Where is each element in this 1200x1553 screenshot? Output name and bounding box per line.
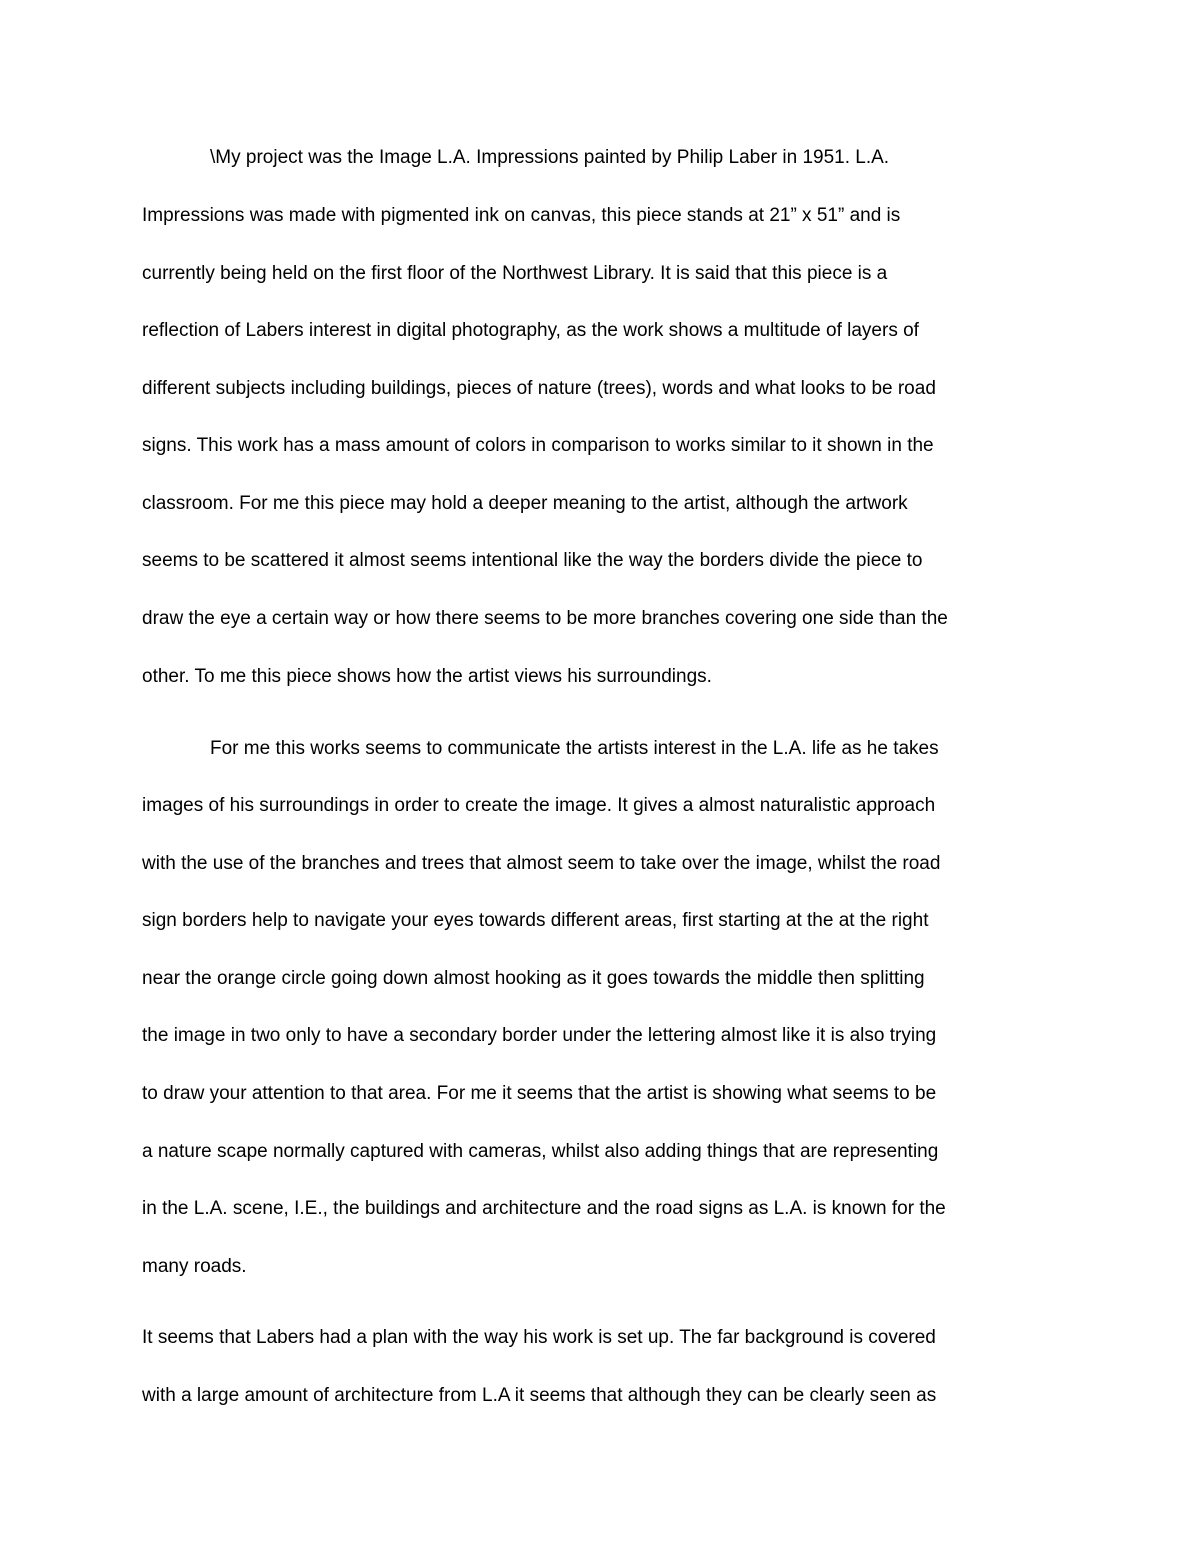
text-line: For me this works seems to communicate the artists interest in the L.A. life as he takes	[210, 738, 939, 759]
text-line: in the L.A. scene, I.E., the buildings and architecture and the road signs as L.A. is known for the	[142, 1198, 946, 1219]
text-line: a nature scape normally captured with cameras, whilst also adding things that are representing	[142, 1141, 939, 1162]
text-line: draw the eye a certain way or how there seems to be more branches covering one side than the	[142, 608, 948, 629]
text-line: reflection of Labers interest in digital photography, as the work shows a multitude of layers of	[142, 320, 919, 341]
text-line: seems to be scattered it almost seems intentional like the way the borders divide the piece to	[142, 550, 923, 571]
text-line: with the use of the branches and trees that almost seem to take over the image, whilst the road	[142, 853, 941, 874]
text-line: currently being held on the first floor of the Northwest Library. It is said that this piece is a	[142, 263, 888, 284]
text-line: near the orange circle going down almost hooking as it goes towards the middle then splitting	[142, 968, 925, 989]
text-line: Impressions was made with pigmented ink on canvas, this piece stands at 21” x 51” and is	[142, 205, 901, 226]
text-line: It seems that Labers had a plan with the way his work is set up. The far background is covered	[142, 1327, 936, 1348]
text-line: the image in two only to have a secondary border under the lettering almost like it is also trying	[142, 1025, 937, 1046]
text-line: images of his surroundings in order to create the image. It gives a almost naturalistic approach	[142, 795, 936, 816]
text-line: \My project was the Image L.A. Impressions painted by Philip Laber in 1951. L.A.	[210, 147, 890, 168]
text-line: other. To me this piece shows how the artist views his surroundings.	[142, 666, 712, 687]
text-line: many roads.	[142, 1256, 247, 1277]
text-line: different subjects including buildings, pieces of nature (trees), words and what looks to be road	[142, 378, 936, 399]
text-line: signs. This work has a mass amount of colors in comparison to works similar to it shown in the	[142, 435, 934, 456]
text-line: sign borders help to navigate your eyes towards different areas, first starting at the at the right	[142, 910, 929, 931]
text-line: with a large amount of architecture from L.A it seems that although they can be clearly seen as	[142, 1385, 937, 1406]
text-line: classroom. For me this piece may hold a deeper meaning to the artist, although the artwork	[142, 493, 908, 514]
text-line: to draw your attention to that area. For me it seems that the artist is showing what seems to be	[142, 1083, 937, 1104]
